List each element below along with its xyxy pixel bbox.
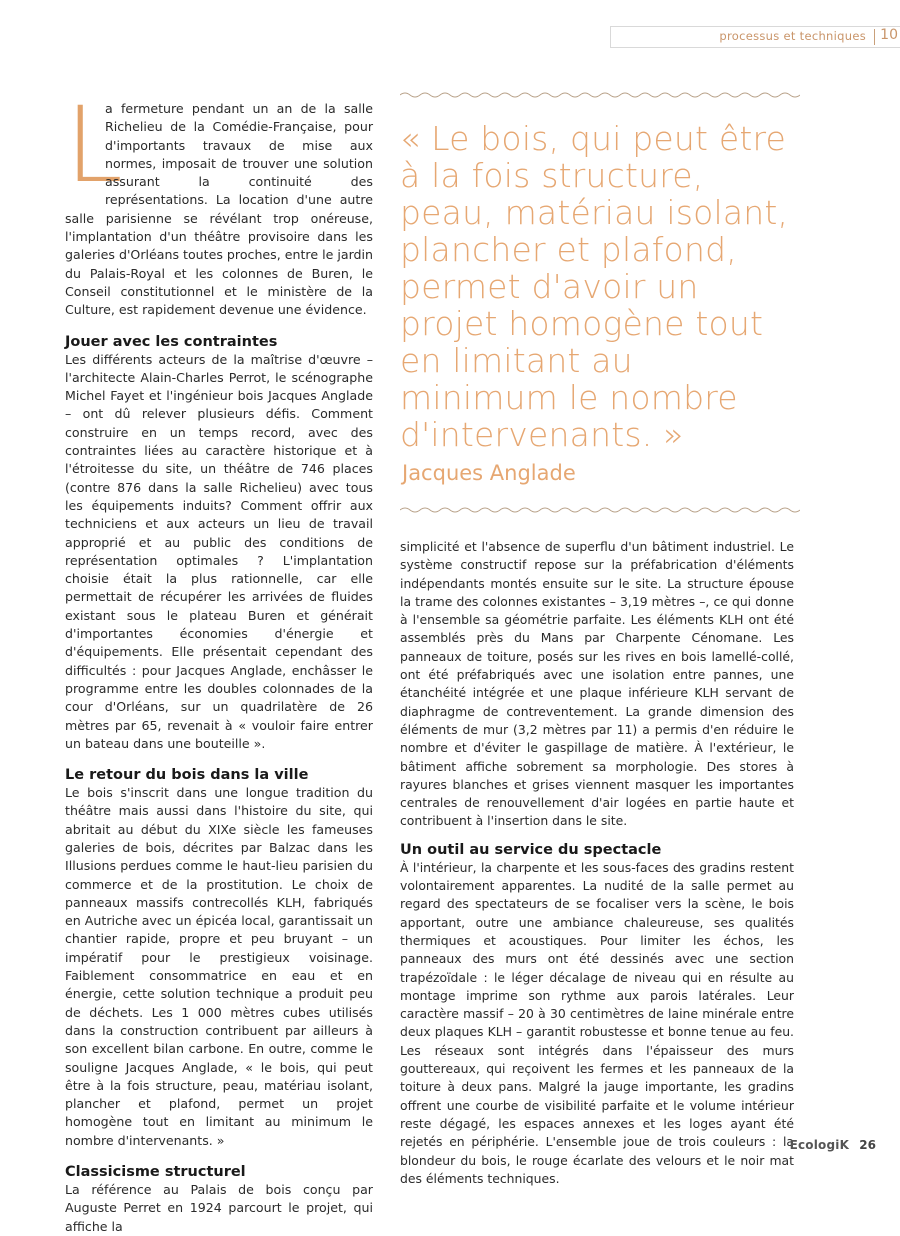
section-heading: Le retour du bois dans la ville <box>65 767 309 784</box>
magazine-logo: EcologiK <box>789 1138 850 1152</box>
section-heading: Classicisme structurel <box>65 1164 246 1181</box>
section-body: La référence au Palais de bois conçu par Auguste Perret en 1924 parcourt le projet, qui affiche la <box>65 1182 373 1234</box>
intro-paragraph: a fermeture pendant un an de la salle Richelieu de la Comédie-Française, pour d'importants travaux de mise aux normes, imposait de trouver une solution assurant la continuité des représentations. La location d'une autre salle parisienne se révélant trop onéreuse, l'implantation d'un théâtre provisoire dans les galeries d'Orléans toutes proches, entre le jardin du Palais-Royal et les colonnes de Buren, le Conseil constitutionnel et le ministère de la Culture, est rapidement devenue une évidence. <box>65 101 373 318</box>
section-body: À l'intérieur, la charpente et les sous-faces des gradins restent volontairement apparentes. La nudité de la salle permet au regard des spectateurs de se focaliser vers la scène, le bois apportant, outre une ambiance chaleureuse, ses qualités thermiques et acoustiques. Pour limiter les échos, les panneaux des murs ont été dessinés avec une section trapézoïdale : le léger décalage de niveau qui en résulte au montage imprime son rythme aux parois latérales. Leur caractère massif – 20 à 30 centimètres de laine minérale entre deux plaques KLH – garantit robustesse et bonne tenue au feu. Les réseaux sont intégrés dans l'épaisseur des murs gouttereaux, qui reçoivent les fermes et les panneaux de la toiture à deux pans. Malgré la jauge importante, les gradins offrent une courbe de visibilité parfaite et le volume intérieur reste dégagé, les espaces annexes et les loges ayant été rejetés en périphérie. L'ensemble joue de trois couleurs : la blondeur du bois, le rouge écarlate des velours et le noir mat des éléments techniques. <box>400 859 794 1186</box>
section-body: Le bois s'inscrit dans une longue tradition du théâtre mais aussi dans l'histoire du site, qui abritait au début du XIXe siècle les fameuses galeries de bois, décrites par Balzac dans les Illusions perdues comme le haut-lieu parisien du commerce et de la prostitution. Le choix de panneaux massifs contrecollés KLH, fabriqués en Autriche avec un épicéa local, garantissait un chantier rapide, propre et peu bruyant – un impératif pour le prestigieux voisinage. Faiblement consommatrice en eau et en énergie, cette solution technique a produit peu de déchets. Les 1 000 mètres cubes utilisés dans la construction contribuent par ailleurs à son excellent bilan carbone. En outre, comme le souligne Jacques Anglade, « le bois, qui peut être à la fois structure, peau, matériau isolant, plancher et plafond, permet un projet homogène tout en limitant au minimum le nombre d'intervenants. » <box>65 785 373 1148</box>
section-body: Les différents acteurs de la maîtrise d'œuvre – l'architecte Alain-Charles Perrot, le scénographe Michel Fayet et l'ingénieur bois Jacques Anglade – ont dû relever plusieurs défis. Comment construire en un temps record, avec des contraintes liées au caractère historique et à l'étroitesse du site, un théâtre de 746 places (contre 876 dans la salle Richelieu) avec tous les équipements induits? Comment offrir aux techniciens et aux acteurs un lieu de travail approprié et au public des conditions de représentation optimales ? L'implantation choisie était la plus rationnelle, car elle permettait de récupérer les arrivées de fluides existant sous le plateau Buren et générait d'importantes économies d'énergie et d'équipements. Elle présentait cependant des difficultés : pour Jacques Anglade, enchâsser le programme entre les doubles colonnades de la cour d'Orléans, sur un quadrilatère de 26 mètres par 65, revenait à « vouloir faire entrer un bateau dans une bouteille ». <box>65 351 373 751</box>
footer-page-number: 26 <box>859 1138 876 1152</box>
wavy-divider-top <box>400 88 800 102</box>
header-divider <box>874 29 875 45</box>
pull-quote <box>400 88 800 517</box>
running-header <box>610 26 900 48</box>
section-heading: Jouer avec les contraintes <box>65 333 278 350</box>
page-footer <box>790 1138 876 1152</box>
right-column <box>400 538 794 1188</box>
section-heading: Un outil au service du spectacle <box>400 841 662 858</box>
header-page-number: 10 <box>880 27 898 43</box>
section-title: processus et techniques <box>719 29 866 43</box>
wavy-divider-bottom <box>400 503 800 517</box>
continuation-paragraph: simplicité et l'absence de superflu d'un bâtiment industriel. Le système constructif repose sur la préfabrication d'éléments indépendants montés ensuite sur le site. La structure épouse la trame des colonnes existantes – 3,19 mètres –, ce qui donne à l'ensemble sa géométrie parfaite. Les éléments KLH ont été assemblés près du Mans par Charpente Cénomane. Les panneaux de toiture, posés sur les rives en bois lamellé-collé, ont été préfabriqués avec une isolation entre pannes, une étanchéité intégrée et une plaque inférieure KLH servant de diaphragme de contreventement. La grande dimension des éléments de mur (3,2 mètres par 11) a permis d'en réduire le nombre et d'éviter le gaspillage de matière. À l'extérieur, le bâtiment affiche sobrement sa morphologie. Des stores à rayures blanches et grises viennent masquer les importantes centrales de renouvellement d'air logées en partie haute et contribuent à l'insertion dans le site. <box>400 539 794 829</box>
quote-text: « Le bois, qui peut être à la fois structure, peau, matériau isolant, plancher et plafond, permet d'avoir un projet homogène tout en limitant au minimum le nombre d'intervenants. » <box>400 119 789 454</box>
quote-author: Jacques Anglade <box>402 461 576 485</box>
drop-cap: L <box>65 84 123 206</box>
left-column <box>65 84 373 1236</box>
